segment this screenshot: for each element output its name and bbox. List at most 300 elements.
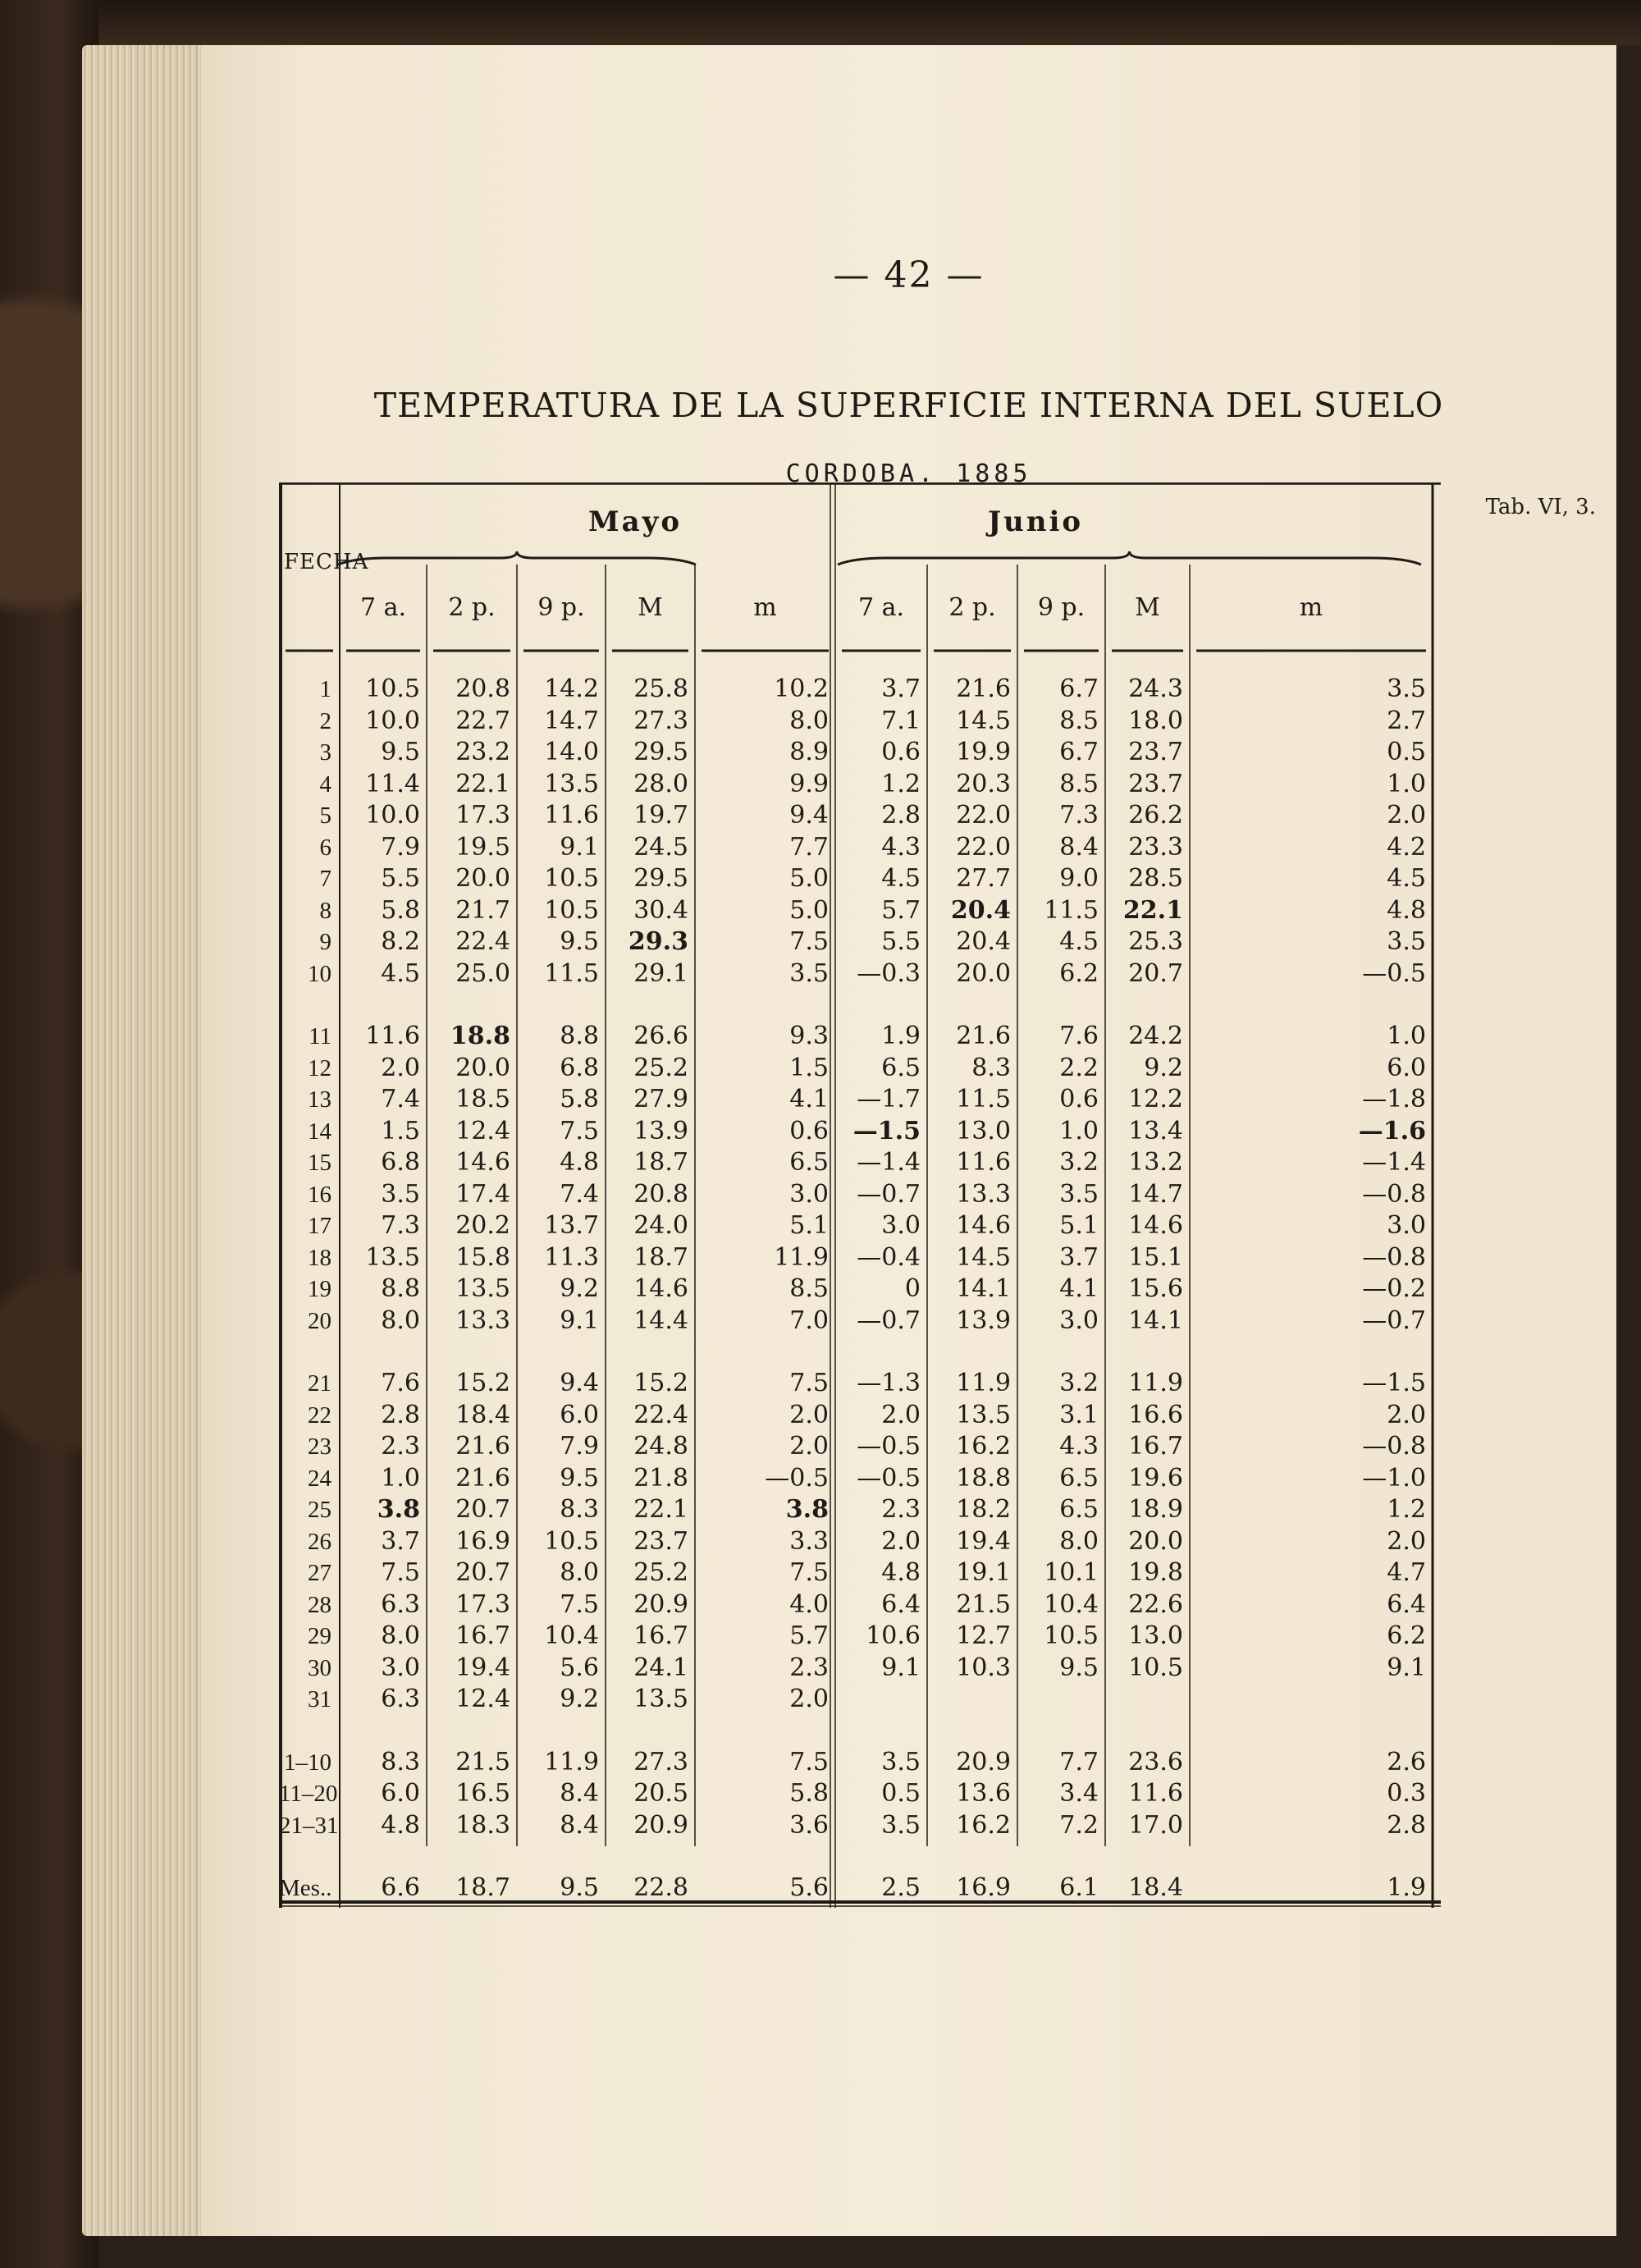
table-cell: 4.1 — [1059, 1274, 1099, 1303]
table-cell: 10.6 — [866, 1621, 921, 1650]
table-cell: 17.0 — [1128, 1810, 1183, 1840]
table-cell: 28.0 — [633, 769, 688, 798]
row-date: 21 — [308, 1370, 331, 1397]
row-date: 4 — [319, 770, 331, 798]
table-cell: 6.0 — [381, 1779, 420, 1808]
table-cell: 8.8 — [560, 1022, 599, 1050]
table-cell: 26.2 — [1128, 801, 1183, 830]
table-cell: 6.5 — [881, 1053, 921, 1082]
table-cell: 19.6 — [1128, 1463, 1183, 1493]
row-date: 11 — [309, 1023, 331, 1049]
row-date: 15 — [308, 1150, 331, 1176]
table-cell: 18.7 — [633, 1148, 688, 1177]
table-cell: —0.7 — [857, 1179, 921, 1209]
table-cell: 9.1 — [881, 1653, 921, 1682]
table-cell: 23.6 — [1128, 1747, 1183, 1776]
table-cell: —0.8 — [1362, 1179, 1426, 1209]
table-cell: 7.5 — [560, 1589, 599, 1619]
table-cell: 16.9 — [455, 1526, 510, 1556]
table-cell: 14.1 — [956, 1274, 1011, 1303]
table-cell: 7.9 — [560, 1432, 599, 1461]
column-header: 7 a. — [857, 593, 905, 622]
table-cell: 16.7 — [1128, 1432, 1183, 1461]
table-cell: 6.1 — [1059, 1873, 1099, 1902]
table-cell: 6.4 — [1387, 1589, 1426, 1619]
table-cell: 6.2 — [1059, 958, 1099, 988]
table-cell: 11.5 — [544, 958, 599, 988]
table-cell: 21.6 — [455, 1432, 510, 1461]
table-cell: 8.4 — [560, 1779, 599, 1808]
table-cell: 8.5 — [789, 1274, 829, 1303]
table-cell: 13.9 — [956, 1305, 1011, 1335]
table-cell: 11.9 — [1128, 1369, 1183, 1397]
table-cell: 13.5 — [365, 1242, 420, 1272]
table-cell: 11.9 — [956, 1369, 1011, 1397]
table-cell: 13.0 — [956, 1116, 1011, 1145]
table-cell: 23.7 — [633, 1526, 688, 1556]
table-cell: 11.9 — [774, 1242, 829, 1272]
table-cell: 11.6 — [544, 801, 599, 830]
table-cell: 14.6 — [455, 1148, 510, 1177]
table-cell: 25.0 — [455, 958, 510, 988]
table-cell: 6.3 — [381, 1589, 420, 1619]
table-cell: 9.0 — [1059, 864, 1099, 893]
table-cell: 22.7 — [455, 706, 510, 735]
table-cell: 24.2 — [1128, 1022, 1183, 1050]
table-cell: 11.5 — [1044, 895, 1099, 925]
table-cell: 7.6 — [1059, 1022, 1099, 1050]
table-cell: 5.8 — [381, 895, 420, 925]
table-cell: 22.6 — [1128, 1589, 1183, 1619]
table-cell: 25.2 — [633, 1053, 688, 1082]
table-cell: 7.5 — [560, 1116, 599, 1145]
table-cell: 2.0 — [881, 1400, 921, 1429]
table-cell: 15.2 — [455, 1369, 510, 1397]
table-cell: —1.3 — [857, 1369, 921, 1397]
table-cell: 6.0 — [560, 1400, 599, 1429]
table-cell: 10.5 — [544, 895, 599, 925]
table-cell: 14.1 — [1128, 1305, 1183, 1335]
table-cell: 13.6 — [956, 1779, 1011, 1808]
table-cell: 7.5 — [789, 1369, 829, 1397]
table-cell: —0.7 — [1362, 1305, 1426, 1335]
row-date: 18 — [308, 1244, 331, 1271]
table-cell: 5.6 — [560, 1653, 599, 1682]
table-cell: 1.2 — [881, 769, 921, 798]
table-cell: 4.3 — [881, 832, 921, 862]
table-cell: 22.4 — [455, 927, 510, 956]
table-cell: 19.1 — [956, 1558, 1011, 1587]
table-cell: 22.1 — [633, 1495, 688, 1524]
month-header-mayo: Mayo — [587, 505, 683, 538]
table-cell: 3.4 — [1059, 1779, 1099, 1808]
page-subtitle: CORDOBA. 1885 — [785, 460, 1032, 488]
table-cell: 16.9 — [956, 1873, 1011, 1902]
table-cell: 8.0 — [560, 1558, 599, 1587]
table-cell: 8.3 — [971, 1053, 1011, 1082]
table-cell: 7.5 — [789, 1747, 829, 1776]
table-cell: 20.7 — [1128, 958, 1183, 988]
table-cell: 5.5 — [881, 927, 921, 956]
table-cell: 20.7 — [455, 1495, 510, 1524]
table-cell: 10.2 — [774, 674, 829, 703]
table-cell: 11.3 — [544, 1242, 599, 1272]
table-cell: 19.9 — [956, 738, 1011, 766]
row-date: 9 — [319, 929, 331, 955]
table-cell: 25.3 — [1128, 927, 1183, 956]
table-cell: 8.3 — [560, 1495, 599, 1524]
table-cell: 19.8 — [1128, 1558, 1183, 1587]
table-cell: 21.6 — [956, 674, 1011, 703]
row-date: 1 — [319, 676, 331, 702]
table-cell: 11.4 — [365, 769, 420, 798]
table-cell: 20.4 — [950, 895, 1011, 925]
table-cell: 24.5 — [633, 832, 688, 862]
table-cell: 7.9 — [381, 832, 420, 862]
table-cell: 15.8 — [455, 1242, 510, 1272]
table-cell: 20.9 — [956, 1747, 1011, 1776]
row-date: 1–10 — [284, 1749, 331, 1776]
table-cell: 20.9 — [633, 1589, 688, 1619]
table-cell: 5.7 — [881, 895, 921, 925]
table-cell: 18.8 — [450, 1022, 510, 1050]
table-cell: 12.4 — [455, 1685, 510, 1713]
table-cell: 10.3 — [956, 1653, 1011, 1682]
table-cell: 3.5 — [1059, 1179, 1099, 1209]
table-cell: 2.6 — [1387, 1747, 1426, 1776]
table-cell: 20.5 — [633, 1779, 688, 1808]
table-cell: 14.6 — [1128, 1211, 1183, 1240]
table-cell: 23.2 — [455, 738, 510, 766]
table-cell: —0.5 — [1362, 958, 1426, 988]
row-date: 6 — [319, 834, 331, 861]
table-cell: 10.5 — [544, 1526, 599, 1556]
table-cell: 2.0 — [881, 1526, 921, 1556]
table-cell — [927, 1683, 1011, 1716]
table-cell: 9.1 — [1387, 1653, 1426, 1682]
table-cell: 9.4 — [560, 1369, 599, 1397]
table-cell: 9.2 — [1144, 1053, 1183, 1082]
table-cell: 7.4 — [381, 1085, 420, 1113]
table-cell: 10.5 — [544, 864, 599, 893]
table-cell: 11.9 — [544, 1747, 599, 1776]
table-cell: 10.5 — [365, 674, 420, 703]
table-cell: 20.0 — [1128, 1526, 1183, 1556]
table-cell: 20.7 — [455, 1558, 510, 1587]
column-header: 9 p. — [537, 593, 585, 622]
row-date: 12 — [308, 1054, 331, 1081]
table-cell: 16.7 — [455, 1621, 510, 1650]
page-edges — [82, 45, 205, 2236]
table-cell: —0.5 — [765, 1463, 829, 1493]
table-cell: —0.5 — [857, 1463, 921, 1493]
table-cell: 21.7 — [455, 895, 510, 925]
table-cell: 5.0 — [789, 864, 829, 893]
table-cell: 24.0 — [633, 1211, 688, 1240]
table-cell: 9.2 — [560, 1274, 599, 1303]
row-date: 14 — [308, 1118, 331, 1145]
table-cell: 1.2 — [1387, 1495, 1426, 1524]
table-cell: 18.4 — [455, 1400, 510, 1429]
table-cell: 14.6 — [633, 1274, 688, 1303]
table-cell: 19.4 — [455, 1653, 510, 1682]
table-cell: —0.8 — [1362, 1242, 1426, 1272]
column-header: 2 p. — [948, 593, 996, 622]
table-cell: 15.2 — [633, 1369, 688, 1397]
column-header: m — [753, 593, 777, 622]
table-cell: 3.2 — [1059, 1148, 1099, 1177]
table-cell: 30.4 — [633, 895, 688, 925]
table-cell: 1.9 — [1387, 1873, 1426, 1902]
table-cell: 14.5 — [956, 1242, 1011, 1272]
table-cell: 3.5 — [1387, 927, 1426, 956]
table-cell: 0.6 — [789, 1116, 829, 1145]
table-cell: 5.0 — [789, 895, 829, 925]
table-cell: 18.3 — [455, 1810, 510, 1840]
row-date: 5 — [319, 802, 331, 829]
table-cell: 0.6 — [1059, 1085, 1099, 1113]
table-cell: 20.9 — [633, 1810, 688, 1840]
table-cell: 16.2 — [956, 1810, 1011, 1840]
table-cell: 28.5 — [1128, 864, 1183, 893]
table-cell: 8.4 — [560, 1810, 599, 1840]
table-cell: 20.0 — [455, 864, 510, 893]
table-cell: 13.3 — [455, 1305, 510, 1335]
table-cell: 20.8 — [633, 1179, 688, 1209]
table-cell: 18.7 — [633, 1242, 688, 1272]
table-cell: 12.7 — [956, 1621, 1011, 1650]
table-cell: 4.3 — [1059, 1432, 1099, 1461]
table-cell: 18.5 — [455, 1085, 510, 1113]
table-cell: 6.2 — [1387, 1621, 1426, 1650]
table-cell: 4.7 — [1387, 1558, 1426, 1587]
table-cell: —0.3 — [857, 958, 921, 988]
row-date: 20 — [308, 1307, 331, 1334]
table-cell: 9.2 — [560, 1685, 599, 1713]
table-cell: —1.4 — [1362, 1148, 1426, 1177]
table-cell: 2.5 — [881, 1873, 921, 1902]
table-cell: 4.8 — [381, 1810, 420, 1840]
table-cell — [1190, 1683, 1426, 1716]
table-cell: 6.0 — [1387, 1053, 1426, 1082]
table-cell: 21.5 — [956, 1589, 1011, 1619]
table-cell: —0.5 — [857, 1432, 921, 1461]
table-cell: 24.1 — [633, 1653, 688, 1682]
table-cell: —1.0 — [1362, 1463, 1426, 1493]
table-cell: 6.3 — [381, 1685, 420, 1713]
table-cell: 21.8 — [633, 1463, 688, 1493]
table-cell: 20.0 — [956, 958, 1011, 988]
table-cell: 7.4 — [560, 1179, 599, 1209]
column-header: m — [1299, 593, 1323, 622]
row-date: 2 — [319, 707, 331, 734]
table-cell: 14.7 — [544, 706, 599, 735]
table-cell: 18.8 — [956, 1463, 1011, 1493]
table-cell — [1105, 1683, 1183, 1716]
table-cell: 15.6 — [1128, 1274, 1183, 1303]
table-cell: 29.5 — [633, 864, 688, 893]
table-cell: 3.7 — [881, 674, 921, 703]
table-cell: 16.2 — [956, 1432, 1011, 1461]
table-cell: 22.1 — [455, 769, 510, 798]
row-date: Mes.. — [279, 1875, 332, 1901]
table-cell: 9.5 — [560, 927, 599, 956]
table-cell: 5.1 — [1059, 1211, 1099, 1240]
row-date: 23 — [308, 1434, 331, 1460]
column-header: 9 p. — [1037, 593, 1086, 622]
table-cell: 14.5 — [956, 706, 1011, 735]
table-cell — [1017, 1683, 1099, 1716]
table-cell: 0.6 — [881, 738, 921, 766]
row-date: 29 — [308, 1623, 331, 1649]
table-cell: 19.4 — [956, 1526, 1011, 1556]
table-cell: 14.2 — [544, 674, 599, 703]
table-cell: 27.3 — [633, 1747, 688, 1776]
table-cell: 13.5 — [455, 1274, 510, 1303]
table-cell: 14.7 — [1128, 1179, 1183, 1209]
table-cell: 26.6 — [633, 1022, 688, 1050]
table-cell: 8.5 — [1059, 706, 1099, 735]
table-cell: 1.0 — [1059, 1116, 1099, 1145]
table-cell: 1.0 — [1387, 1022, 1426, 1050]
table-cell: 6.6 — [381, 1873, 420, 1902]
table-cell: 2.0 — [789, 1432, 829, 1461]
table-cell: 4.5 — [881, 864, 921, 893]
table-cell: 9.5 — [1059, 1653, 1099, 1682]
table-cell: 19.7 — [633, 801, 688, 830]
table-cell: 11.6 — [1128, 1779, 1183, 1808]
table-cell: 0 — [904, 1274, 921, 1303]
table-cell: 22.4 — [633, 1400, 688, 1429]
table-cell: 3.0 — [789, 1179, 829, 1209]
table-cell: 8.0 — [1059, 1526, 1099, 1556]
table-cell: 16.5 — [455, 1779, 510, 1808]
table-cell: 7.1 — [881, 706, 921, 735]
table-cell: 3.2 — [1059, 1369, 1099, 1397]
table-cell: 22.0 — [956, 801, 1011, 830]
table-cell: 12.2 — [1128, 1085, 1183, 1113]
row-date: 27 — [308, 1560, 331, 1586]
table-cell: 13.9 — [633, 1116, 688, 1145]
table-cell: 29.1 — [633, 958, 688, 988]
table-cell: 8.0 — [381, 1621, 420, 1650]
table-cell: 3.7 — [1059, 1242, 1099, 1272]
table-cell: 20.8 — [455, 674, 510, 703]
table-cell: 15.1 — [1128, 1242, 1183, 1272]
table-cell: 2.0 — [789, 1685, 829, 1713]
table-cell: 25.2 — [633, 1558, 688, 1587]
table-cell: 22.0 — [956, 832, 1011, 862]
table-cell: 4.0 — [789, 1589, 829, 1619]
table-cell: 29.3 — [628, 927, 688, 956]
table-cell: 4.5 — [381, 958, 420, 988]
fecha-header: FECHA — [284, 550, 369, 574]
table-cell: 2.7 — [1387, 706, 1426, 735]
page-number: — 42 — — [833, 254, 985, 296]
table-cell: 13.5 — [633, 1685, 688, 1713]
table-cell: 13.3 — [956, 1179, 1011, 1209]
table-cell: —1.5 — [1362, 1369, 1426, 1397]
table-cell: 10.1 — [1044, 1558, 1099, 1587]
table-cell: 20.4 — [956, 927, 1011, 956]
table-cell: 10.4 — [1044, 1589, 1099, 1619]
table-cell: 3.5 — [881, 1810, 921, 1840]
table-cell: 20.0 — [455, 1053, 510, 1082]
table-cell: 5.6 — [789, 1873, 829, 1902]
table-cell: 21.6 — [455, 1463, 510, 1493]
table-cell: 18.0 — [1128, 706, 1183, 735]
table-cell: 8.3 — [381, 1747, 420, 1776]
table-cell: 22.8 — [633, 1873, 688, 1902]
table-cell: 10.0 — [365, 706, 420, 735]
table-cell: —1.8 — [1362, 1085, 1426, 1113]
table-cell: 3.8 — [377, 1495, 420, 1524]
table-cell: 4.2 — [1387, 832, 1426, 862]
table-cell: 2.2 — [1059, 1053, 1099, 1082]
table-cell: 4.5 — [1387, 864, 1426, 893]
table-cell: 22.1 — [1122, 895, 1183, 925]
row-date: 26 — [308, 1528, 331, 1555]
table-cell: 13.5 — [544, 769, 599, 798]
table-cell: 18.2 — [956, 1495, 1011, 1524]
table-cell: 7.7 — [1059, 1747, 1099, 1776]
table-cell: 3.5 — [881, 1747, 921, 1776]
table-cell: 27.7 — [956, 864, 1011, 893]
table-cell: 3.0 — [1059, 1305, 1099, 1335]
table-cell: 2.3 — [881, 1495, 921, 1524]
book-binding-top — [0, 0, 1641, 45]
table-cell: 3.8 — [785, 1495, 829, 1524]
table-cell: 6.5 — [789, 1148, 829, 1177]
row-date: 25 — [308, 1497, 331, 1523]
table-cell: 10.5 — [1044, 1621, 1099, 1650]
table-cell: 11.5 — [956, 1085, 1011, 1113]
table-cell: 3.3 — [789, 1526, 829, 1556]
row-date: 13 — [308, 1086, 331, 1113]
table-cell: 7.5 — [789, 927, 829, 956]
table-cell: —1.5 — [852, 1116, 921, 1145]
table-cell: 4.8 — [560, 1148, 599, 1177]
table-cell: —0.8 — [1362, 1432, 1426, 1461]
table-cell: 5.8 — [560, 1085, 599, 1113]
table-cell: 6.5 — [1059, 1463, 1099, 1493]
table-cell: 2.0 — [789, 1400, 829, 1429]
row-date: 17 — [308, 1213, 331, 1239]
table-cell: 13.7 — [544, 1211, 599, 1240]
table-cell: 2.0 — [1387, 1400, 1426, 1429]
row-date: 30 — [308, 1654, 331, 1681]
row-date: 10 — [308, 960, 331, 987]
table-cell: 16.7 — [633, 1621, 688, 1650]
table-cell: 29.5 — [633, 738, 688, 766]
table-cell: 6.7 — [1059, 674, 1099, 703]
table-cell: —1.6 — [1358, 1116, 1426, 1145]
table-cell: 11.6 — [365, 1022, 420, 1050]
table-cell: 23.3 — [1128, 832, 1183, 862]
table-cell: 11.6 — [956, 1148, 1011, 1177]
table-cell: 8.0 — [381, 1305, 420, 1335]
table-cell: 18.9 — [1128, 1495, 1183, 1524]
table-cell: 25.8 — [633, 674, 688, 703]
row-date: 8 — [319, 897, 331, 924]
table-cell: 14.0 — [544, 738, 599, 766]
table-cell: 1.5 — [381, 1116, 420, 1145]
table-cell: 6.5 — [1059, 1495, 1099, 1524]
table-cell: 24.8 — [633, 1432, 688, 1461]
table-cell: 14.6 — [956, 1211, 1011, 1240]
table-cell: 4.8 — [881, 1558, 921, 1587]
temperature-table — [279, 482, 1441, 1908]
